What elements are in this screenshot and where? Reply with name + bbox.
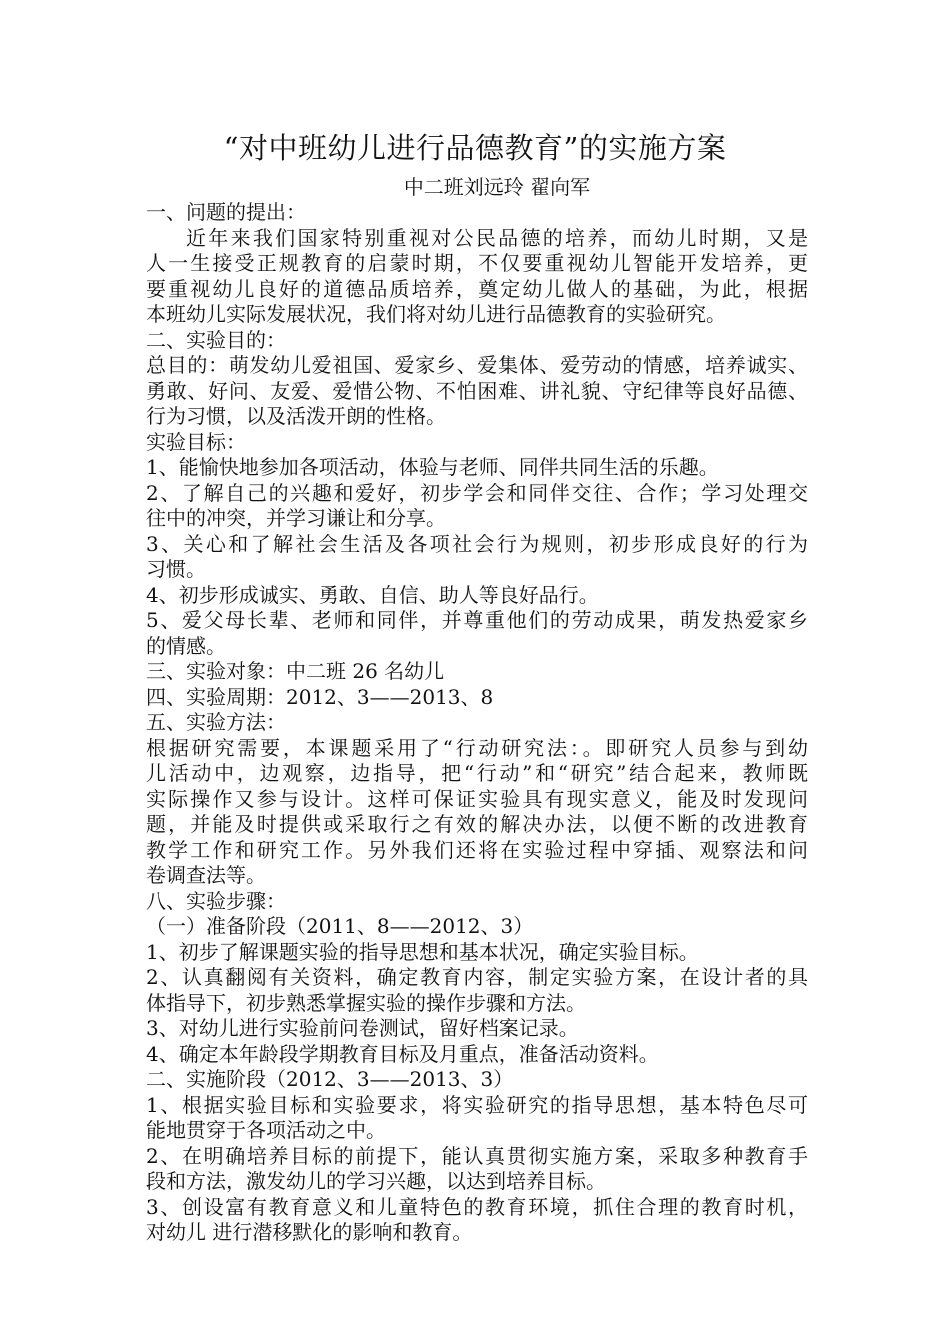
text-line: 4、初步形成诚实、勇敢、自信、助人等良好品行。 xyxy=(146,582,599,607)
text-line: 1、根据实验目标和实验要求，将实验研究的指导思想，基本特色尽可 xyxy=(146,1092,808,1117)
text-line: 行为习惯，以及活泼开朗的性格。 xyxy=(146,404,446,428)
text-line: 五、实验方法： xyxy=(146,710,286,734)
text-line: 实际操作又参与设计。这样可保证实验具有现实意义，能及时发现问 xyxy=(146,786,808,811)
text-line: 对幼儿 进行潜移默化的影响和教育。 xyxy=(146,1220,473,1244)
text-line: 二、实施阶段（2012、3——2013、3） xyxy=(146,1067,514,1091)
document-body xyxy=(146,200,808,1246)
text-line: 人一生接受正规教育的启蒙时期，不仅要重视幼儿智能开发培养，更 xyxy=(146,251,808,275)
text-line: 4、确定本年龄段学期教育目标及月重点，准备活动资料。 xyxy=(146,1041,659,1066)
text-line: 总目的：萌发幼儿爱祖国、爱家乡、爱集体、爱劳动的情感，培养诚实、 xyxy=(146,353,808,377)
text-line: 3、创设富有教育意义和儿童特色的教育环境，抓住合理的教育时机， xyxy=(146,1194,808,1219)
text-line: 1、初步了解课题实验的指导思想和基本状况，确定实验目标。 xyxy=(146,939,699,964)
text-line: 的情感。 xyxy=(146,633,226,658)
text-line: 2、了解自己的兴趣和爱好，初步学会和同伴交往、合作；学习处理交 xyxy=(146,480,808,505)
text-line: 教学工作和研究工作。另外我们还将在实验过程中穿插、观察法和问 xyxy=(146,837,808,862)
text-line: 习惯。 xyxy=(146,557,206,581)
text-line: 体指导下，初步熟悉掌握实验的操作步骤和方法。 xyxy=(146,990,586,1015)
text-line: 四、实验周期：2012、3——2013、8 xyxy=(146,684,494,709)
text-line: 根据研究需要，本课题采用了“行动研究法：。即研究人员参与到幼 xyxy=(146,735,808,760)
text-line: 二、实验目的： xyxy=(146,327,286,352)
text-line: 八、实验步骤： xyxy=(146,888,286,913)
text-line: 能地贯穿于各项活动之中。 xyxy=(146,1118,386,1142)
text-line: 2、在明确培养目标的前提下，能认真贯彻实施方案，采取多种教育手 xyxy=(146,1143,808,1168)
text-line: 儿活动中，边观察，边指导，把“行动”和“研究”结合起来，教师既 xyxy=(146,761,808,785)
text-line: 题，并能及时提供或采取行之有效的解决办法，以便不断的改进教育 xyxy=(146,812,808,836)
text-line: 往中的冲突，并学习谦让和分享。 xyxy=(146,506,446,530)
text-line: 段和方法，激发幼儿的学习兴趣，以达到培养目标。 xyxy=(146,1169,606,1193)
text-line: （一）准备阶段（2011、8——2012、3） xyxy=(146,914,534,938)
text-line: 5、爱父母长辈、老师和同伴，并尊重他们的劳动成果，萌发热爱家乡 xyxy=(146,608,808,632)
text-line: 三、实验对象：中二班 26 名幼儿 xyxy=(146,659,445,683)
text-line: 实验目标： xyxy=(146,429,246,454)
document-title: “对中班幼儿进行品德教育”的实施方案 xyxy=(223,131,727,165)
text-line: 一、问题的提出： xyxy=(146,200,306,224)
text-line: 3、对幼儿进行实验前问卷测试，留好档案记录。 xyxy=(146,1016,579,1040)
text-line: 卷调查法等。 xyxy=(146,863,266,887)
text-line: 近年来我们国家特别重视对公民品德的培养，而幼儿时期，又是 xyxy=(186,225,808,250)
text-line: 2、认真翻阅有关资料，确定教育内容，制定实验方案，在设计者的具 xyxy=(146,965,808,989)
text-line: 1、能愉快地参加各项活动，体验与老师、同伴共同生活的乐趣。 xyxy=(146,455,719,479)
document-author: 中二班刘远玲 翟向军 xyxy=(403,175,591,199)
text-line: 3、关心和了解社会生活及各项社会行为规则，初步形成良好的行为 xyxy=(146,531,808,556)
text-line: 勇敢、好问、友爱、爱惜公物、不怕困难、讲礼貌、守纪律等良好品德、 xyxy=(146,378,808,403)
text-line: 要重视幼儿良好的道德品质培养，奠定幼儿做人的基础，为此，根据 xyxy=(146,276,808,301)
text-line: 本班幼儿实际发展状况，我们将对幼儿进行品德教育的实验研究。 xyxy=(146,302,726,326)
